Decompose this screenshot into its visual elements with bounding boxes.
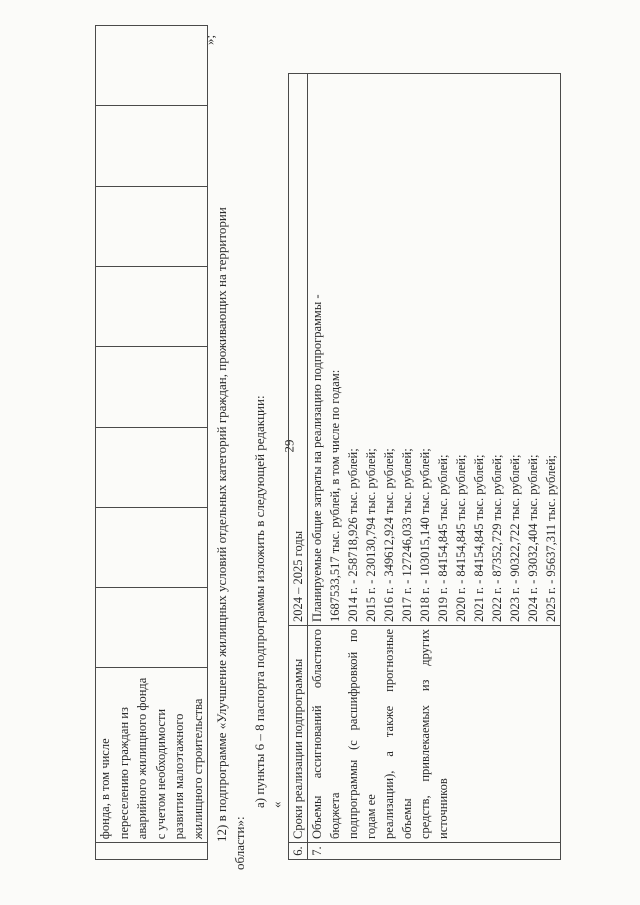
row-number: 6. [289,843,308,860]
table-cell-empty [96,507,208,587]
table-cell-target-label: фонда, в том числе переселению граждан из аварийного жилищного фонда с учетом необходимости развития малоэтажного жилищного строительства [96,668,208,843]
continuation-table [95,25,208,860]
paragraph-line: 12) в подпрограмме «Улучшение жилищных условий отдельных категорий граждан, проживающих на территории [214,207,229,842]
row-number: 7. [308,843,561,860]
table-cell-empty [96,588,208,668]
row-value: Планируемые общие затраты на реализацию подпрограммы - 1687533,517 тыс. рублей, в том числе по годам: 2014 г. - 258718,926 тыс. рублей; 2015 г. - 230130,794 тыс. рублей; 2016 г. - 349612,924 тыс. рублей; 2017 г. - 127246,033 тыс. рублей; 2018 г. - 103015,140 тыс. рублей; 2019 г. - 84154,845 тыс. рублей; 2020 г. - 84154,845 тыс. рублей; 2021 г. - 84154,845 тыс. рублей; 2022 г. - 87352,729 тыс. рублей; 2023 г. - 90322,722 тыс. рублей; 2024 г. - 93032,404 тыс. рублей; 2025 г. - 95637,311 тыс. рублей; [308,74,561,626]
table-row [289,74,308,860]
table-row [96,26,208,860]
table-cell-empty [96,106,208,186]
row-label: Объемы ассигнований областного бюджета подпрограммы (с расшифровкой по годам ее реализации), а также прогнозные объемы средств, привлекаемых из других источников [308,626,561,843]
row-label: Сроки реализации подпрограммы [289,626,308,843]
page-number: 29 [281,439,297,453]
paragraph-line: области»: [232,816,247,870]
table-row [308,74,561,860]
table-cell-empty [96,266,208,346]
closing-quote: »; [202,34,217,45]
opening-quote: « [269,801,284,808]
row-value: 2024 – 2025 годы [289,74,308,626]
table-cell [96,843,208,860]
amendment-paragraph [213,30,249,870]
table-cell-empty [96,26,208,106]
table-cell-empty [96,427,208,507]
subparagraph: а) пункты 6 – 8 паспорта подпрограммы изложить в следующей редакции: [252,395,267,808]
passport-table [288,73,561,860]
rotated-page-content [95,25,558,870]
table-cell-empty [96,347,208,427]
table-cell-empty [96,186,208,266]
